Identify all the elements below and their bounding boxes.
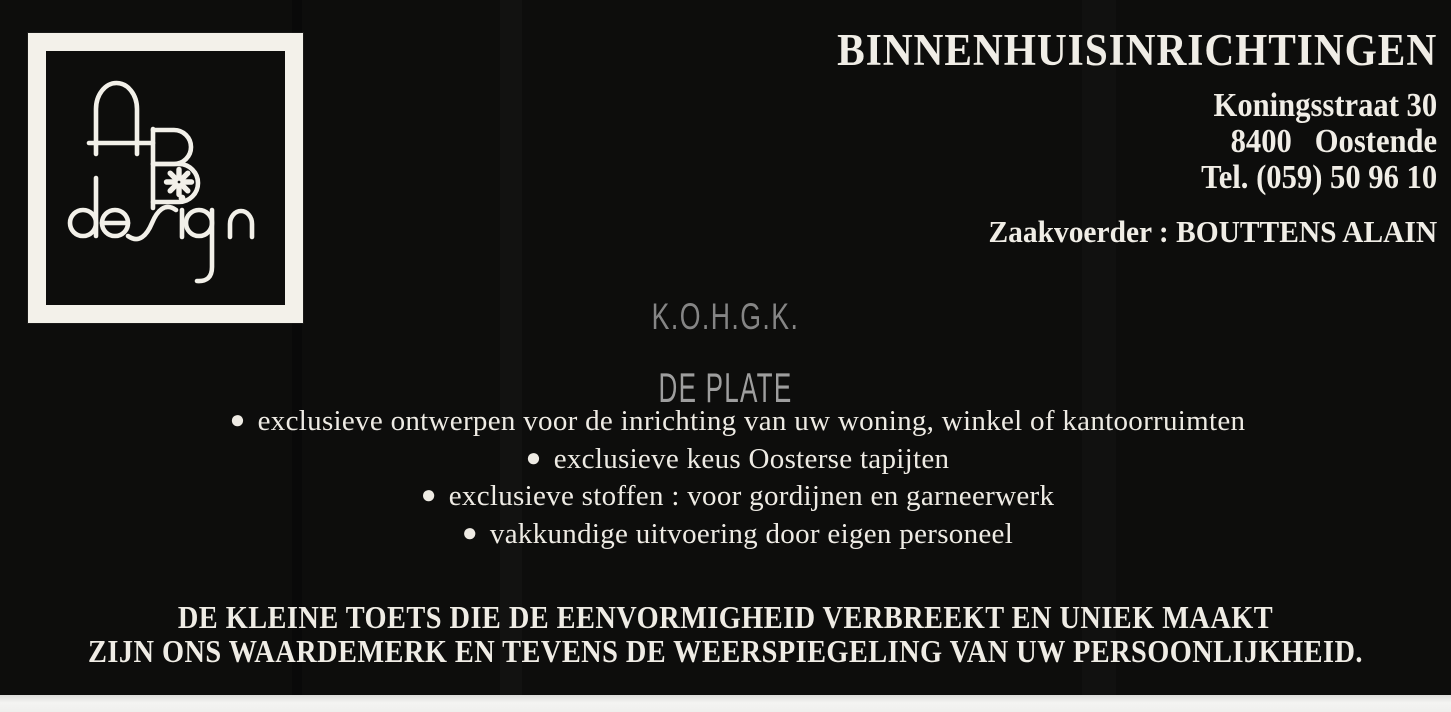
service-text: exclusieve ontwerpen voor de inrichting van uw woning, winkel of kantoorruimten [257,405,1246,437]
bullet-icon: ● [525,442,542,472]
list-item [24,516,1451,554]
logo-wordmark-design [70,178,252,281]
logo-asterisk-icon [167,170,192,195]
slogan [0,601,1451,668]
address-city: 8400 Oostende [1230,123,1437,161]
scanner-edge-strip [0,695,1451,712]
bullet-icon: ● [420,480,437,509]
watermark-de-plate: DE PLATE [658,364,793,411]
ab-design-monogram-icon [46,51,285,305]
service-text: vakkundige uitvoering door eigen personeel [489,517,1014,550]
manager-line [817,214,1437,250]
logo-letter-b-top [153,130,191,164]
company-address [850,88,1437,196]
slogan-line-1: DE KLEINE TOETS DIE DE EENVORMIGHEID VERBREEKT EN UNIEK MAAKT [177,600,1274,635]
company-header [785,27,1437,250]
address-phone: Tel. (059) 50 96 10 [1200,159,1437,197]
slogan-line-2: ZIJN ONS WAARDEMERK EN TEVENS DE WEERSPIEGELING VAN UW PERSOONLIJKHEID. [88,633,1363,669]
list-item [24,478,1451,516]
list-item [24,441,1451,479]
bullet-icon: ● [461,517,478,547]
manager-name: BOUTTENS ALAIN [1175,214,1437,250]
watermark-kohgk: K.O.H.G.K. [651,296,800,337]
bullet-icon: ● [229,405,246,434]
list-item [24,403,1451,441]
service-text: exclusieve keus Oosterse tapijten [553,442,950,475]
services-list [0,403,1451,553]
service-text: exclusieve stoffen : voor gordijnen en garneerwerk [448,480,1055,512]
ab-design-logo [28,33,303,323]
company-title: BINNENHUISINRICHTINGEN [837,25,1437,75]
manager-label: Zaakvoerder : [988,214,1169,250]
address-street: Koningsstraat 30 [1213,87,1437,125]
